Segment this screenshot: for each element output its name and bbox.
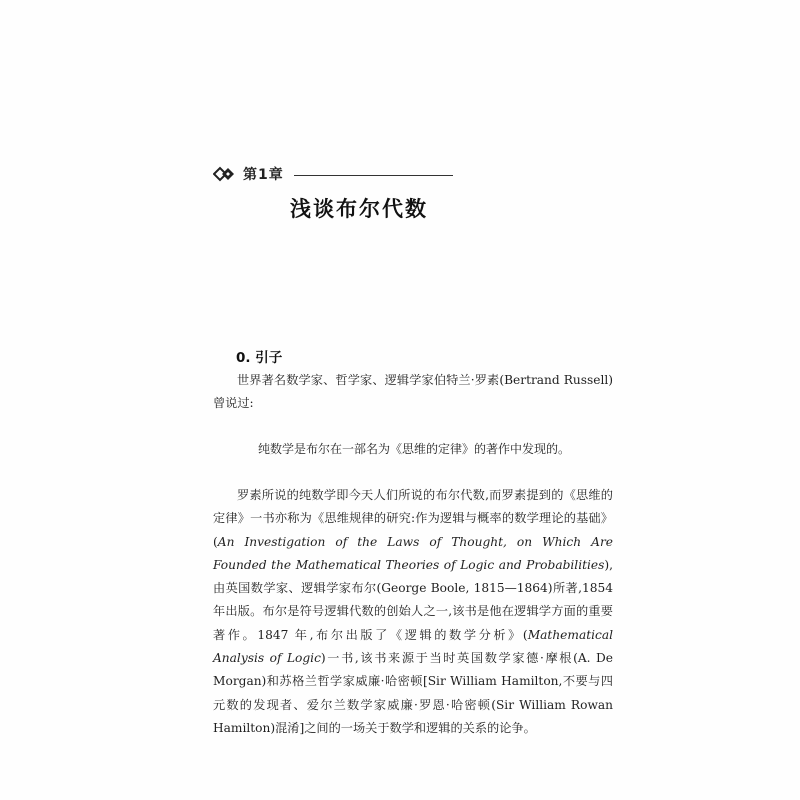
chapter-header — [213, 163, 453, 185]
paragraph-body-part3: )一书,该书来源于当时英国数学家德·摩根(A. De Morgan)和苏格兰哲学家威廉·哈密顿[Sir William Hamilton,不要与四元数的发现者、爱尔兰数学家威廉·罗恩·哈密顿(Sir William Rowan Hamilton)混淆]之间的一场关于数学和逻辑的关系的论争。 — [213, 651, 613, 735]
paragraph-body — [213, 484, 613, 740]
double-diamond-icon — [213, 165, 239, 183]
quote-text: 纯数学是布尔在一部名为《思维的定律》的著作中发现的。 — [258, 442, 571, 456]
paragraph-intro: 世界著名数学家、哲学家、逻辑学家伯特兰·罗素(Bertrand Russell)曾说过: — [213, 373, 613, 411]
paragraph-body-part1: 罗素所说的纯数学即今天人们所说的布尔代数,而罗素提到的《思维的定律》一书亦称为《思维规律的研究:作为逻辑与概率的数学理论的基础》( — [213, 488, 613, 549]
chapter-label: 第1章 — [243, 167, 284, 183]
chapter-title: 浅谈布尔代数 — [290, 197, 428, 221]
paragraph-body-italic1: An Investigation of the Laws of Thought, on Which Are Founded the Mathematical Theories of Logic and Probabilities — [213, 534, 613, 572]
chapter-rule — [294, 175, 453, 176]
paragraph-body-part2: ),由英国数学家、逻辑学家布尔(George Boole, 1815—1864)所著,1854 年出版。布尔是符号逻辑代数的创始人之一,该书是他在逻辑学方面的重要著作。1847 年,布尔出版了《逻辑的数学分析》( — [213, 557, 613, 642]
paragraph-body-italic2: Mathematical Analysis of Logic — [213, 627, 613, 666]
section-heading: 0. 引子 — [236, 350, 283, 366]
